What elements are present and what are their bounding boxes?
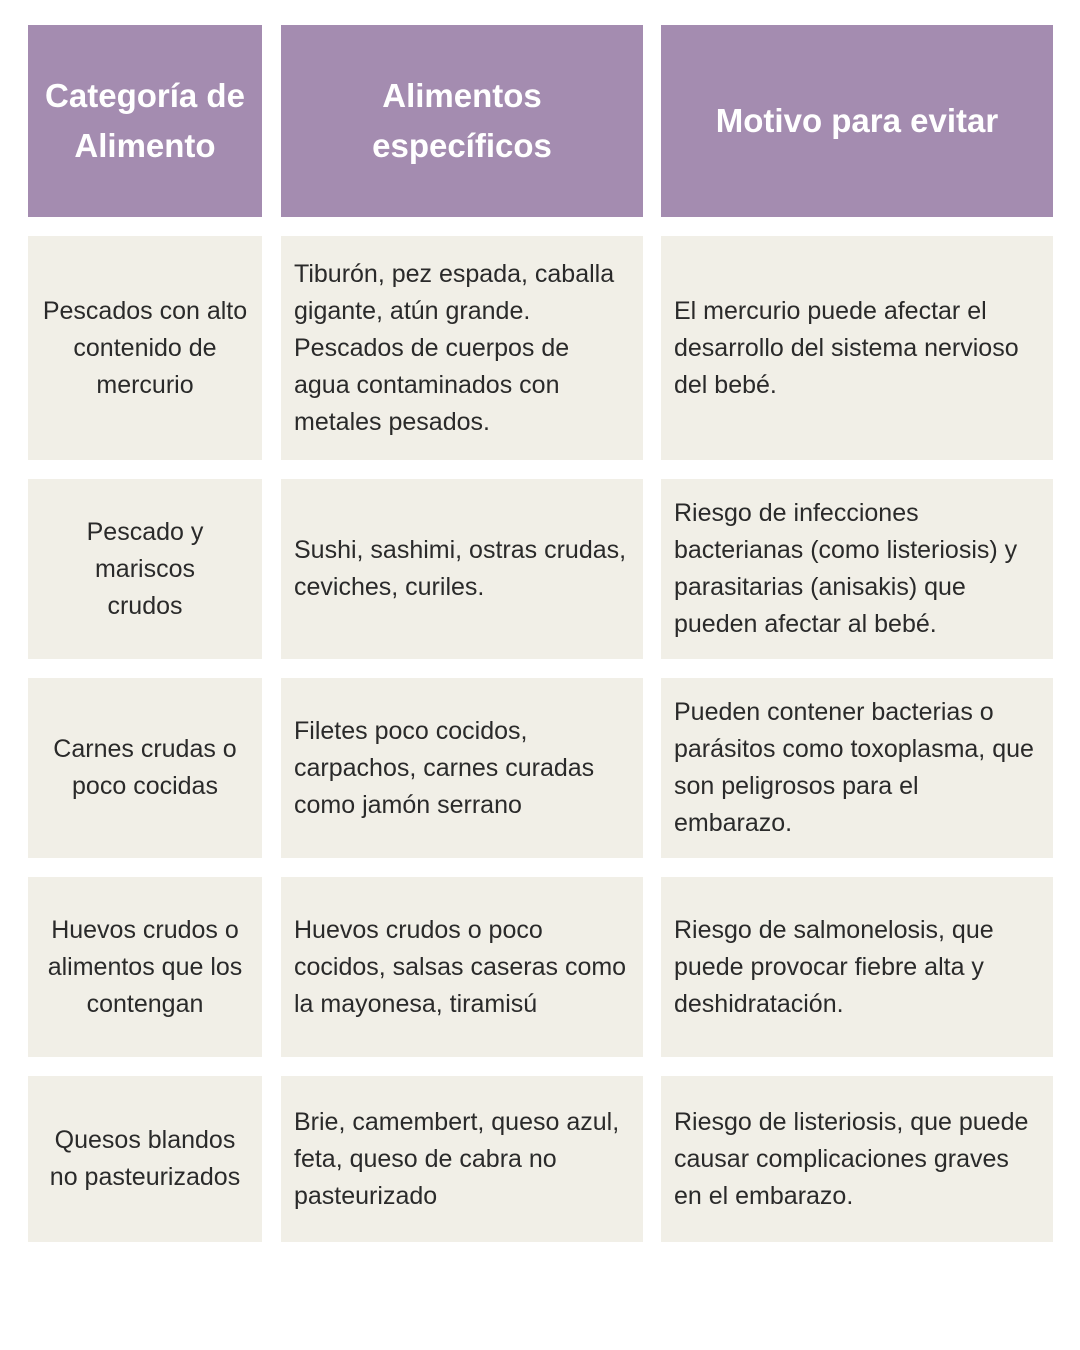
category-text: Huevos crudos o alimentos que los contengan [47, 915, 243, 1018]
table-row-1-reason [661, 236, 1053, 460]
table-row-4-foods [281, 877, 643, 1057]
table-row-2-reason [661, 479, 1053, 659]
foods-text: Sushi, sashimi, ostras crudas, ceviches, curiles. [294, 536, 627, 601]
header-category-label: Categoría de Alimento [45, 77, 245, 164]
foods-text: Filetes poco cocidos, carpachos, carnes curadas como jamón serrano [294, 716, 595, 819]
header-foods [281, 25, 643, 217]
table-row-4-category [28, 877, 262, 1057]
table-row-1-category [28, 236, 262, 460]
category-text: Quesos blandos no pasteurizados [49, 1126, 241, 1191]
table-row-2-foods [281, 479, 643, 659]
reason-text: Riesgo de salmonelosis, que puede provocar fiebre alta y deshidratación. [674, 915, 994, 1018]
table-row-3-reason [661, 678, 1053, 858]
category-text: Pescados con alto contenido de mercurio [42, 296, 248, 399]
reason-text: Riesgo de infecciones bacterianas (como listeriosis) y parasitarias (anisakis) que pueden afectar al bebé. [674, 499, 1018, 638]
table-row-5-category [28, 1076, 262, 1242]
header-category [28, 25, 262, 217]
table-row-1-foods [281, 236, 643, 460]
foods-text: Tiburón, pez espada, caballa gigante, atún grande. Pescados de cuerpos de agua contaminados con metales pesados. [294, 259, 615, 436]
reason-text: El mercurio puede afectar el desarrollo del sistema nervioso del bebé. [674, 296, 1019, 399]
reason-text: Riesgo de listeriosis, que puede causar complicaciones graves en el embarazo. [674, 1107, 1029, 1210]
category-text: Pescado y mariscos crudos [86, 517, 204, 620]
table-row-5-reason [661, 1076, 1053, 1242]
table-row-3-foods [281, 678, 643, 858]
table-row-2-category [28, 479, 262, 659]
header-reason [661, 25, 1053, 217]
table-row-3-category [28, 678, 262, 858]
header-reason-label: Motivo para evitar [715, 102, 999, 139]
category-text: Carnes crudas o poco cocidas [53, 735, 237, 800]
foods-text: Brie, camembert, queso azul, feta, queso de cabra no pasteurizado [294, 1107, 620, 1210]
table-row-5-foods [281, 1076, 643, 1242]
header-foods-label: Alimentos específicos [372, 77, 552, 164]
reason-text: Pueden contener bacterias o parásitos como toxoplasma, que son peligrosos para el embarazo. [674, 698, 1034, 837]
foods-text: Huevos crudos o poco cocidos, salsas caseras como la mayonesa, tiramisú [294, 915, 627, 1018]
table-row-4-reason [661, 877, 1053, 1057]
